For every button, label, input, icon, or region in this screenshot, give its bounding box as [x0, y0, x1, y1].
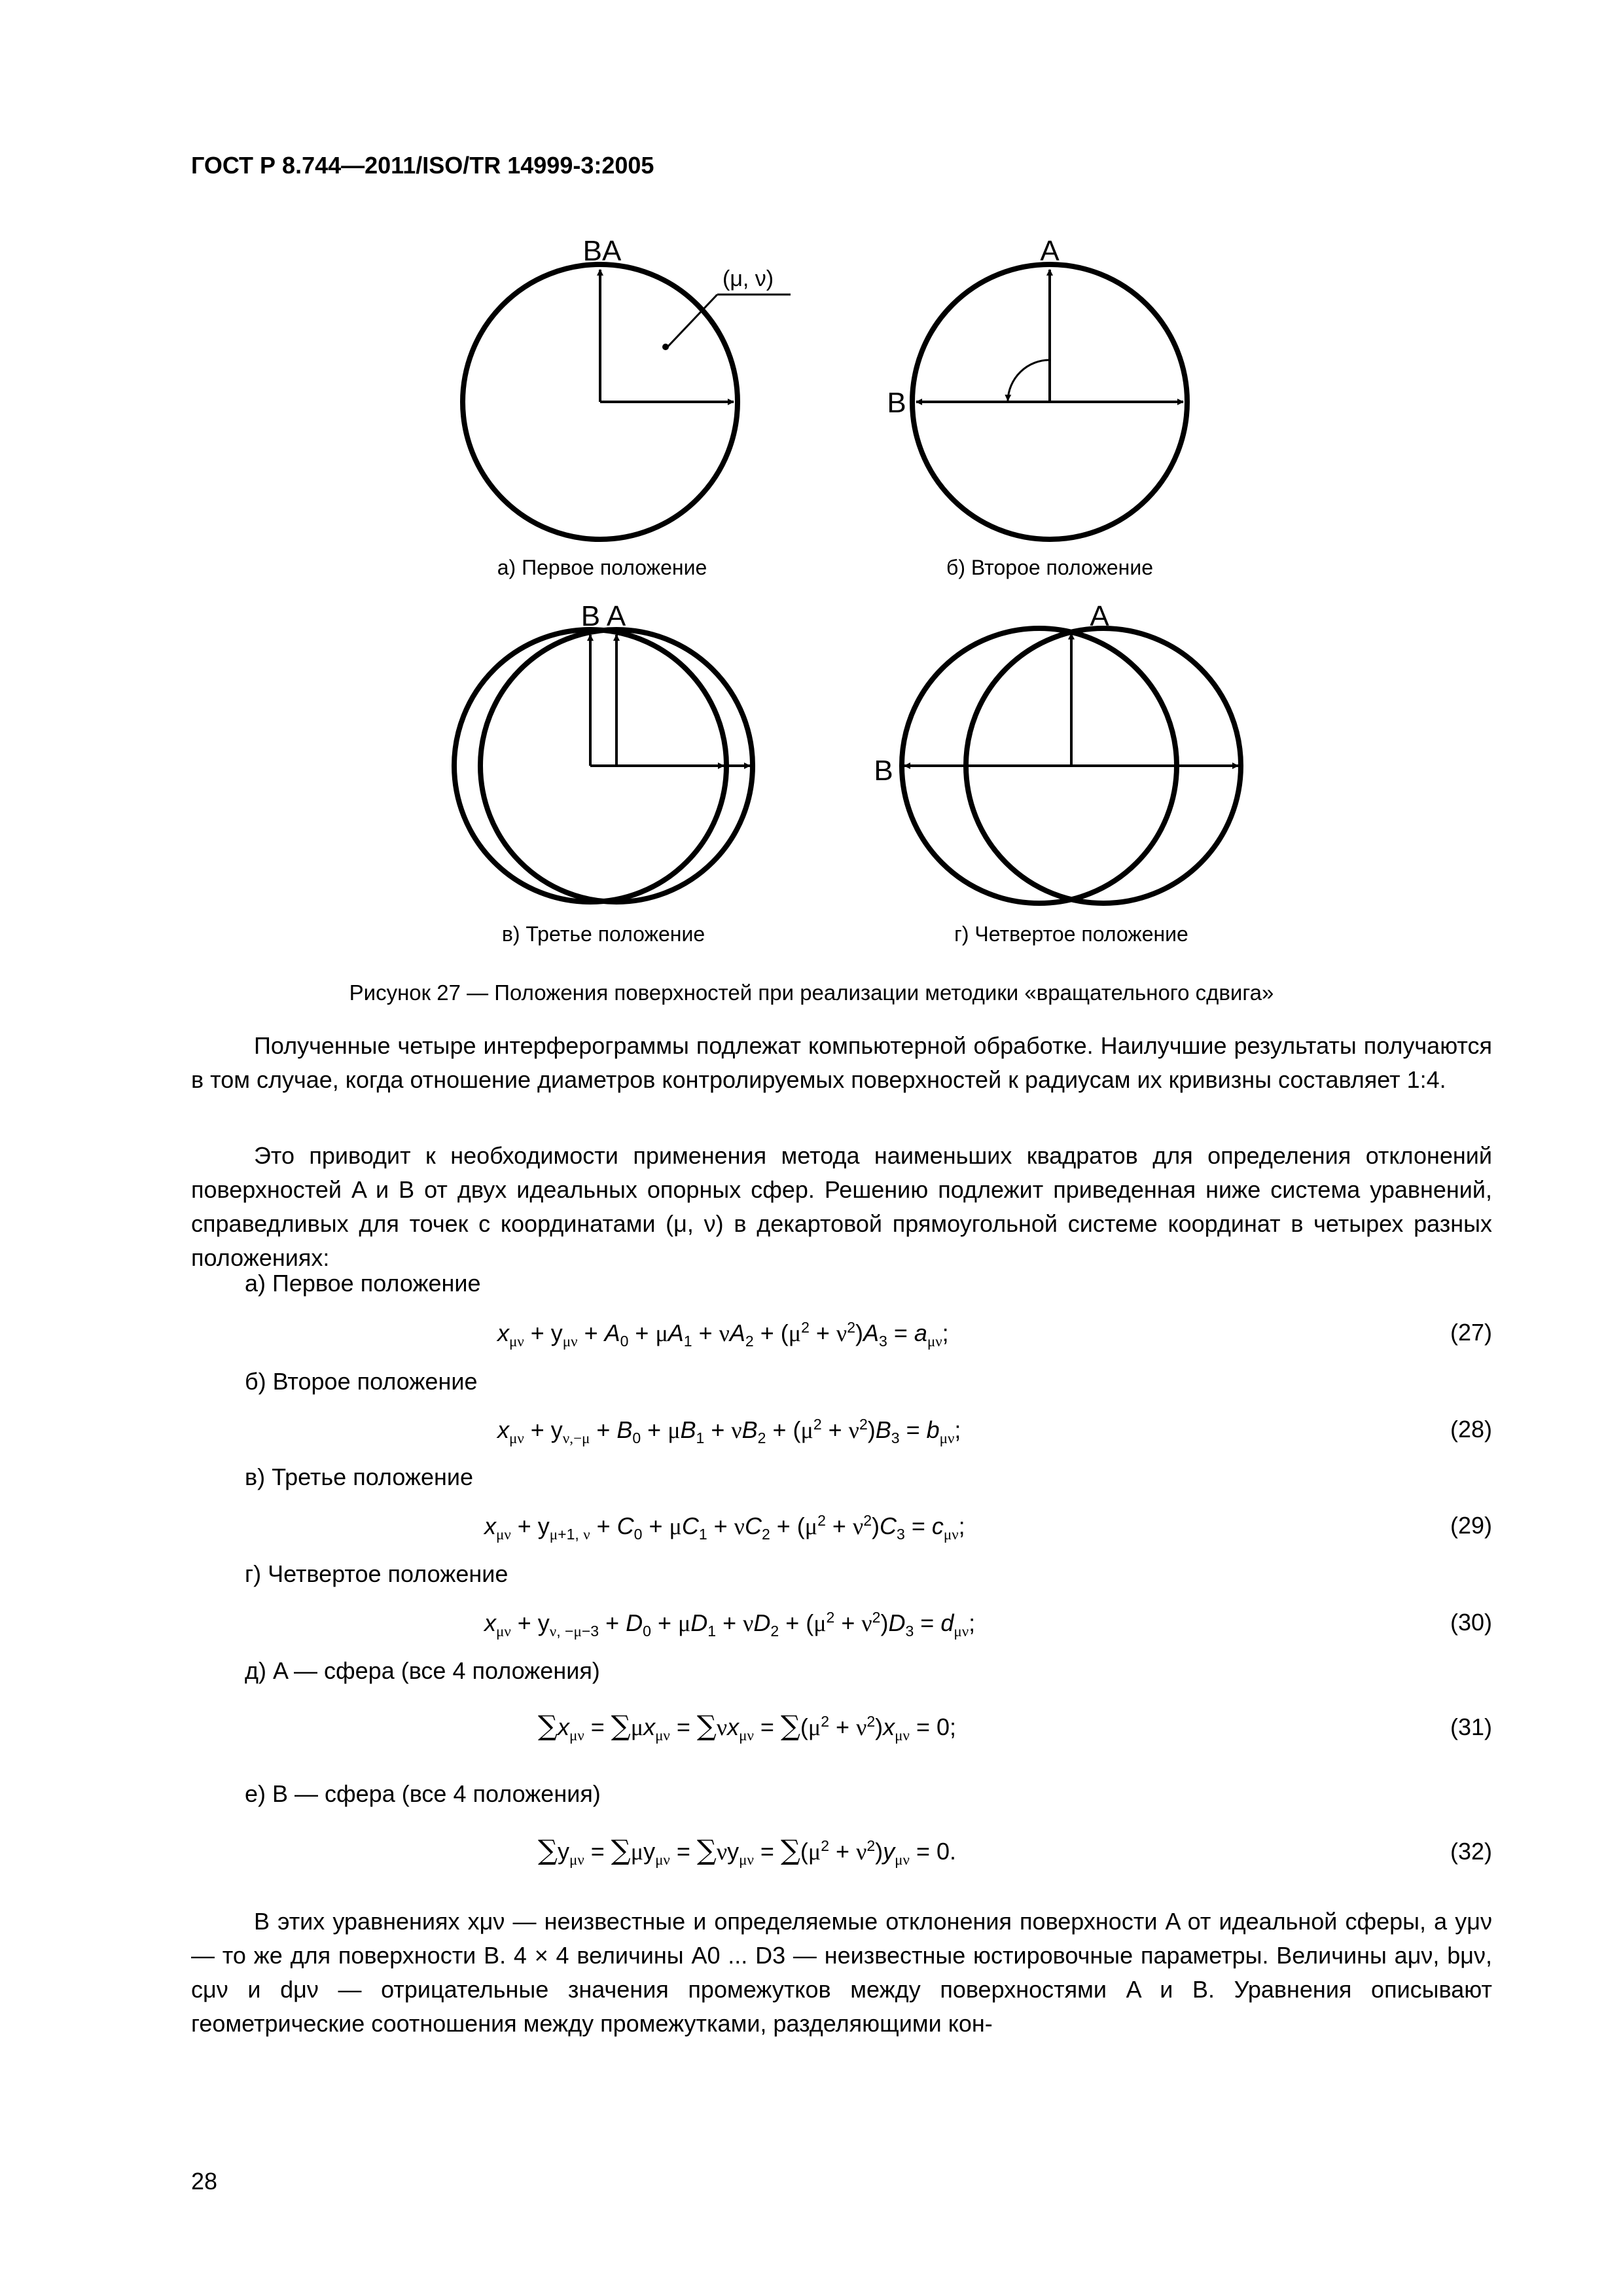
item-f: е) B — сфера (все 4 положения): [245, 1780, 601, 1807]
page-number: 28: [191, 2168, 218, 2195]
rotation-arrow: [1008, 360, 1050, 401]
panel-b-caption: б) Второе положение: [946, 556, 1153, 579]
equation-30: $x_{\mu\nu} + y_{\nu, -\mu-3} + D_0 + \mu D_1 + \nu D_2 + (\mu^2 + \nu^2)D_3 = d_{\mu\nu}$;: [484, 1609, 976, 1640]
equation-27-number: (27): [1450, 1319, 1492, 1346]
item-c: в) Третье положение: [245, 1463, 474, 1490]
panel-b-label-b: B: [887, 387, 906, 419]
equation-27: $x_{\mu\nu} + y_{\mu\nu} + A_0 + \mu A_1 + \nu A_2 + (\mu^2 + \nu^2)A_3 = a_{\mu\nu}$;: [497, 1319, 949, 1350]
equation-32-number: (32): [1450, 1838, 1492, 1865]
panel-b-label-a: A: [1040, 235, 1060, 267]
equation-31-number: (31): [1450, 1713, 1492, 1740]
panel-d-caption: г) Четвертое положение: [954, 922, 1188, 946]
item-e: д) A — сфера (все 4 положения): [245, 1657, 600, 1684]
item-b: б) Второе положение: [245, 1368, 478, 1395]
panel-d-label-a: A: [1090, 600, 1109, 632]
document-header: ГОСТ Р 8.744—2011/ISO/TR 14999-3:2005: [191, 152, 654, 179]
panel-c-diagram: [454, 600, 753, 946]
panel-a-label: BA: [582, 235, 622, 267]
item-d: г) Четвертое положение: [245, 1560, 508, 1587]
item-a: а) Первое положение: [245, 1270, 481, 1297]
panel-a-diagram: [463, 235, 791, 579]
panel-c-caption: в) Третье положение: [501, 922, 705, 946]
paragraph-3: В этих уравнениях xμν — неизвестные и определяемые отклонения поверхности A от идеальной сферы, а yμν — то же для поверхности B. 4 × 4 величины A0 ... D3 — неизвестные юстировочные параметры. Величины aμν, bμν, cμν и dμν — отрицательные значения промежутков между поверхностями A и B. Уравнения описывают геометрические соотношения между промежутками, разделяющими кон-: [191, 1908, 1492, 2037]
equation-31: $\sum x_{\mu\nu} = \sum\mu x_{\mu\nu} = \sum\nu x_{\mu\nu} = \sum(\mu^2 + \nu^2)x_{\mu\nu} = 0$;: [538, 1710, 956, 1744]
figure-caption: Рисунок 27 — Положения поверхностей при реализации методики «вращательного сдвига»: [349, 980, 1274, 1005]
point-label: (μ, ν): [722, 266, 774, 291]
equation-32: $\sum y_{\mu\nu} = \sum\mu y_{\mu\nu} = \sum\nu y_{\mu\nu} = \sum(\mu^2 + \nu^2)y_{\mu\nu} = 0$.: [538, 1834, 956, 1869]
panel-c-label: B A: [580, 600, 626, 632]
panel-d-diagram: [874, 600, 1241, 946]
equation-28: $x_{\mu\nu} + y_{\nu,-\mu} + B_0 + \mu B_1 + \nu B_2 + (\mu^2 + \nu^2)B_3 = b_{\mu\nu}$;: [497, 1416, 961, 1447]
equation-30-number: (30): [1450, 1609, 1492, 1636]
equation-28-number: (28): [1450, 1416, 1492, 1443]
figure-27: [0, 0, 1623, 1021]
paragraph-1: Полученные четыре интерферограммы подлежат компьютерной обработке. Наилучшие результаты получаются в том случае, когда отношение диаметров контролируемых поверхностей к радиусам их кривизны составляет 1:4.: [191, 1032, 1492, 1093]
panel-b-diagram: [887, 235, 1187, 579]
panel-a-caption: а) Первое положение: [497, 556, 707, 579]
paragraph-2: Это приводит к необходимости применения метода наименьших квадратов для определения отклонений поверхностей A и B от двух идеальных опорных сфер. Решению подлежит приведенная ниже система уравнений, справедливых для точек с координатами (μ, ν) в декартовой прямоугольной системе координат в четырех разных положениях:: [191, 1142, 1492, 1271]
panel-d-label-b: B: [874, 755, 893, 787]
equation-29-number: (29): [1450, 1512, 1492, 1539]
equation-29: $x_{\mu\nu} + y_{\mu+1, \nu} + C_0 + \mu C_1 + \nu C_2 + (\mu^2 + \nu^2)C_3 = c_{\mu\nu}$;: [484, 1512, 965, 1543]
point-marker: [662, 344, 669, 350]
